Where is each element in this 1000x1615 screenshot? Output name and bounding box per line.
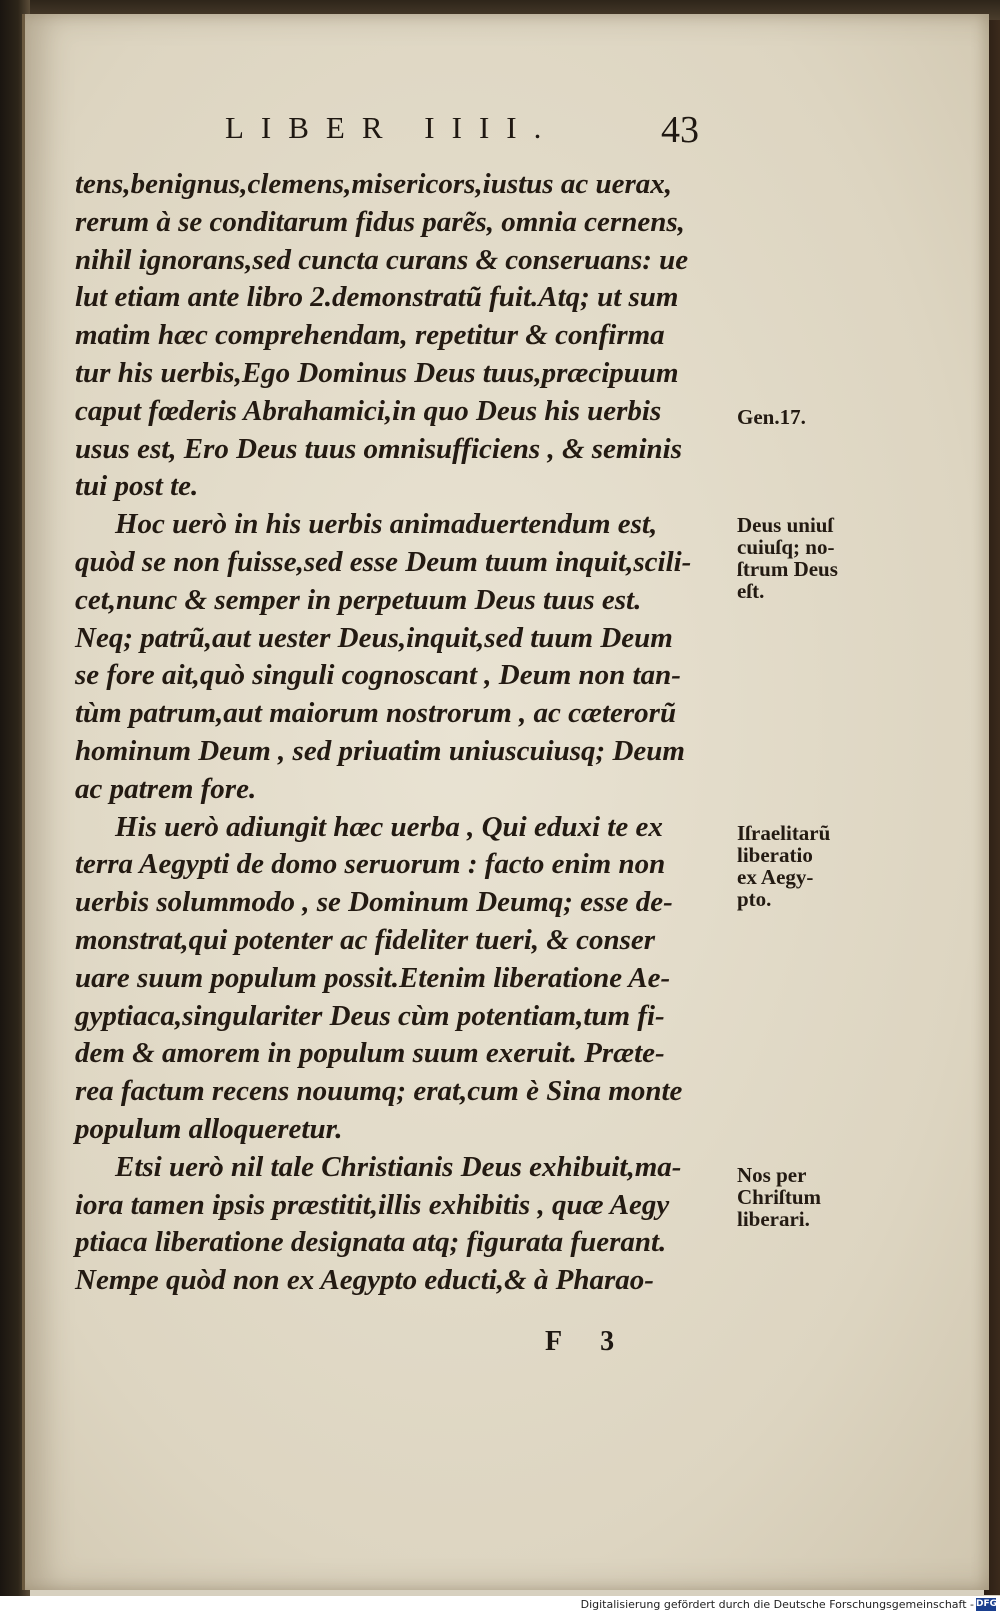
dfg-logo-icon: DFG (976, 1599, 998, 1609)
text-line: iora tamen ipsis præstitit,illis exhibitis , quæ Aegy (75, 1188, 670, 1221)
paragraph-start-line: His uerò adiungit hæc uerba , Qui eduxi te ex (115, 810, 663, 843)
margin-note-line: liberari. (737, 1207, 810, 1231)
text-line: terra Aegypti de domo seruorum : facto enim non (75, 848, 666, 881)
margin-note-line: pto. (737, 887, 772, 911)
margin-note-line: Nos per (737, 1163, 807, 1187)
text-line: gyptiaca,singulariter Deus cùm potentiam,tum fi- (75, 999, 665, 1032)
margin-note-line: Chriſtum (737, 1185, 821, 1209)
margin-note-gen (737, 406, 887, 428)
text-line: ac patrem fore. (75, 772, 257, 805)
margin-note-line: ſtrum Deus (737, 557, 838, 581)
margin-note-line: eſt. (737, 579, 765, 603)
text-line: nihil ignorans,sed cuncta curans & conseruans: ue (75, 243, 689, 276)
paragraph-start-line: Hoc uerò in his uerbis animaduertendum est, (115, 508, 658, 541)
margin-note-line: ex Aegy- (737, 865, 814, 889)
text-line: Neq; patrũ,aut uester Deus,inquit,sed tuum Deum (75, 621, 673, 654)
text-line: hominum Deum , sed priuatim uniuscuiusq; Deum (75, 734, 685, 767)
paragraph-start-line: Etsi uerò nil tale Christianis Deus exhibuit,ma- (115, 1150, 682, 1183)
margin-note-line: Deus uniuſ (737, 513, 834, 537)
text-line: rea factum recens nouumq; erat,cum è Sina monte (75, 1075, 683, 1108)
margin-note-line: Gen.17. (737, 405, 806, 429)
text-line: dem & amorem in populum suum exeruit. Præte- (75, 1037, 665, 1070)
text-line: cet,nunc & semper in perpetuum Deus tuus est. (75, 583, 642, 616)
text-line: matim hæc comprehendam, repetitur & confirma (75, 319, 665, 352)
text-line: ptiaca liberatione designata atq; figurata fuerant. (75, 1226, 667, 1259)
text-line: uerbis solummodo , se Dominum Deumq; esse de- (75, 886, 673, 919)
text-line: rerum à se conditarum fidus parẽs, omnia cernens, (75, 205, 685, 238)
page-header (25, 110, 989, 154)
text-line: monstrat,qui potenter ac fideliter tueri, & conser (75, 923, 656, 956)
page-number: 43 (661, 109, 699, 151)
text-line: caput fœderis Abrahamici,in quo Deus his uerbis (75, 394, 662, 427)
text-line: tens,benignus,clemens,misericors,iustus ac uerax, (75, 168, 672, 200)
book-page (22, 14, 989, 1590)
text-line: se fore ait,quò singuli cognoscant , Deum non tan- (75, 659, 681, 692)
text-line: tur his uerbis,Ego Dominus Deus tuus,præcipuum (75, 356, 679, 389)
margin-note-christ (737, 1164, 887, 1230)
digitization-credit: Digitalisierung gefördert durch die Deutsche Forschungsgemeinschaft - (580, 1598, 974, 1611)
margin-note-deus (737, 514, 887, 602)
text-line: tui post te. (75, 470, 199, 503)
main-text-block (75, 166, 725, 1300)
text-line: lut etiam ante libro 2.demonstratũ fuit.Atq; ut sum (75, 281, 679, 314)
margin-note-israel (737, 822, 887, 910)
text-line: populum alloqueretur. (75, 1112, 343, 1145)
margin-note-line: cuiuſq; no- (737, 535, 835, 559)
margin-note-line: Iſraelitarũ (737, 821, 831, 845)
text-line: Nempe quòd non ex Aegypto educti,& à Pharao- (75, 1264, 654, 1297)
signature-mark: F 3 (545, 1326, 631, 1357)
margin-note-line: liberatio (737, 843, 813, 867)
text-line: usus est, Ero Deus tuus omnisufficiens , & seminis (75, 432, 683, 465)
text-line: quòd se non fuisse,sed esse Deum tuum inquit,scili- (75, 545, 692, 578)
text-line: tùm patrum,aut maiorum nostrorum , ac cæterorũ (75, 697, 677, 730)
text-line: uare suum populum possit.Etenim liberatione Ae- (75, 961, 671, 994)
running-head: LIBER IIII. (225, 110, 559, 145)
